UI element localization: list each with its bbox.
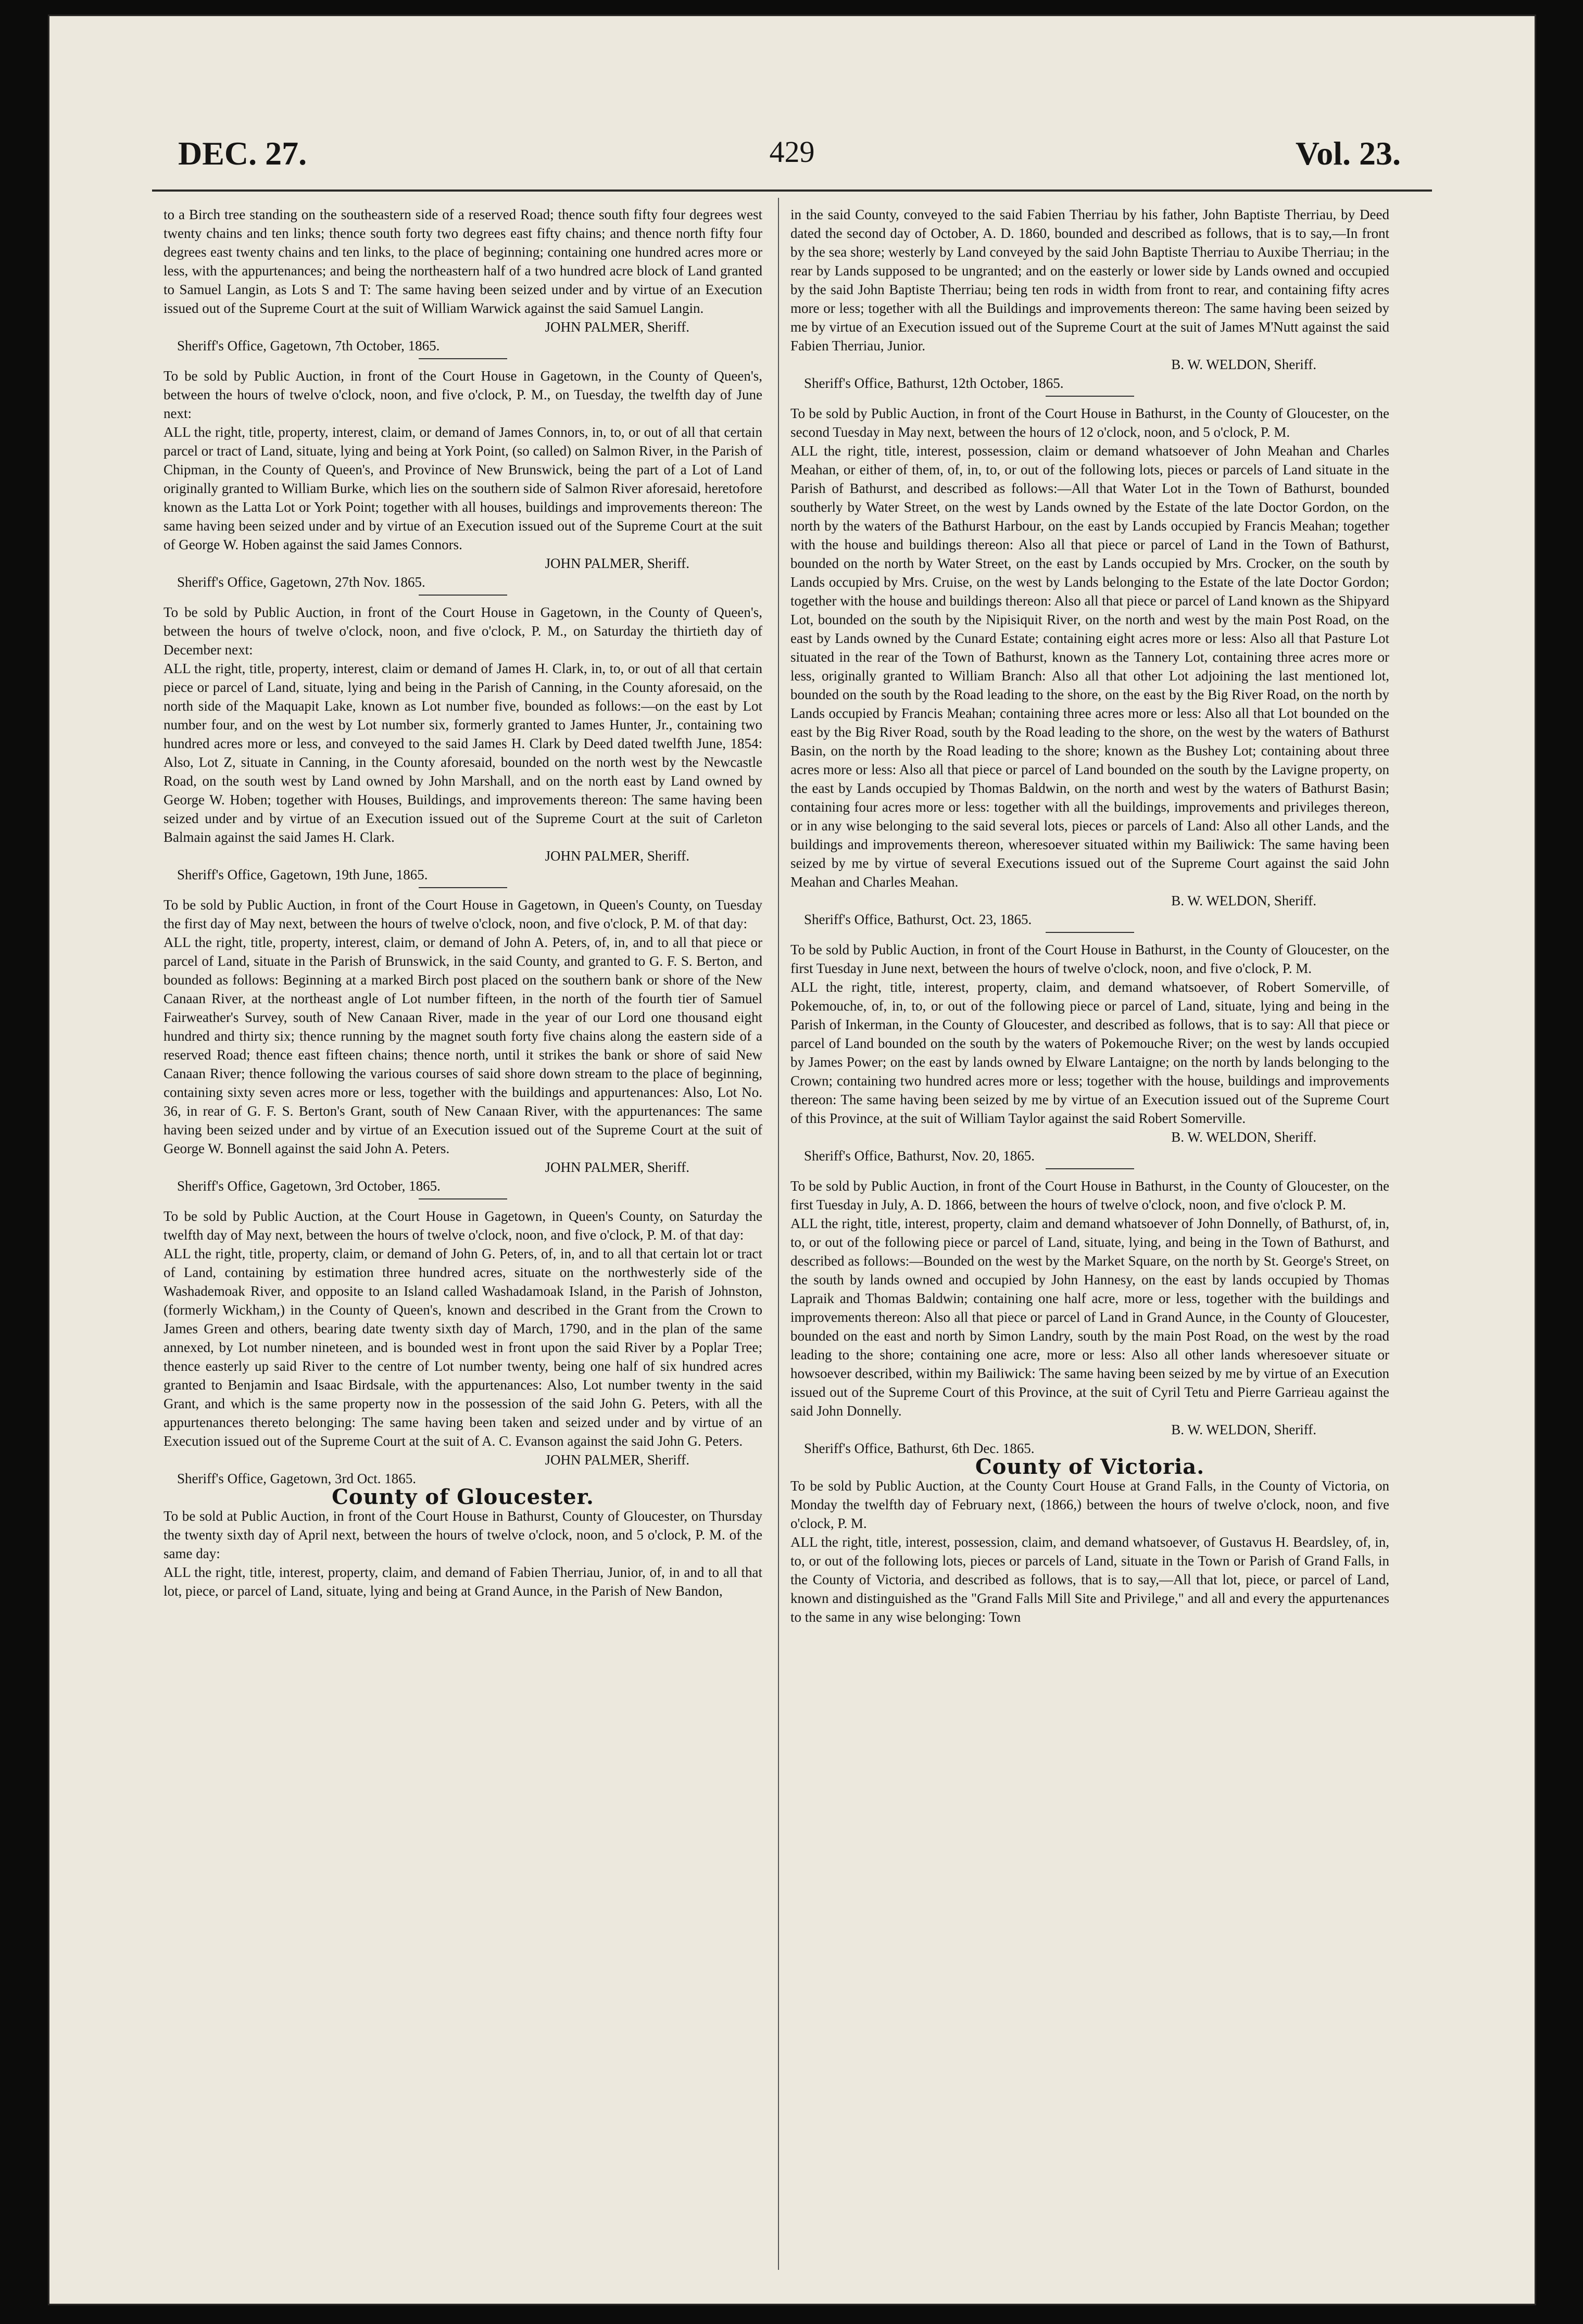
auction-notice-body: ALL the right, title, interest, possession, claim, and demand whatsoever, of Gustavus H. Beardsley, of, in, to, or out of the following lots, pieces or parcels of Land, situate in the Town or Parish of Grand Falls, in the County of Victoria, and described as follows, that is to say,—All that lot, piece, or parcel of Land, known and distinguished as the "Grand Falls Mill Site and Privilege," and all and every the appurtenances to the same in any wise belonging: Town: [790, 1534, 1389, 1625]
auction-notice-body: ALL the right, title, interest, possession, claim or demand whatsoever of John Meahan and Charles Meahan, or either of them, of, in, to, or out of the following lots, pieces or parcels of Land situate in the Parish of Bathurst, and described as follows:—All that Water Lot in the Town of Bathurst, bounded southerly by Water Street, on the west by Lands owned by the Estate of the late Doctor Gordon, on the north by the waters of the Bathurst Harbour, on the east by Lands occupied by Francis Meahan; together with the house and buildings thereon: Also all that piece or parcel of Land in the Town of Bathurst, bounded on the north by Water Street, on the east by Lands occupied by Mrs. Crocker, on the south by Lands occupied by Mrs. Cruise, on the west by Lands belonging to the Estate of the late Doctor Gordon; together with the house and buildings thereon: Also all that piece or parcel of Land known as the Shipyard Lot, bounded on the south by the Nipisiquit River, on the north and west by the main Post Road, on the east by Lands owned by the Cunard Estate; containing eight acres more or less: Also all that Pasture Lot situated in the rear of the Town of Bathurst, known as the Tannery Lot, containing three acres more or less, originally granted to William Branch: Also all that other Lot adjoining the last mentioned lot, bounded on the south by the Road leading to the shore, on the east by the Big River Road, on the north by Lands occupied by Francis Meahan; containing three acres more or less: Also all that Lot bounded on the east by the Big River Road, south by the Road leading to the shore, on the west by the waters of Bathurst Basin, on the north by the Road leading to the shore; known as the Bushey Lot; containing about three acres more or less: Also all that piece or parcel of Land bounded on the south by the Lavigne property, on the east by Lands occupied by Thomas Baldwin, on the north and west by the waters of Bathurst Basin; containing four acres more or less: together with all the buildings, improvements and privileges thereon, or in any wise belonging to the said several lots, pieces or parcels of Land: Also all other Lands, and the buildings and improvements thereon, wheresoever situated within my Bailiwick: The same having been seized by me by virtue of several Executions issued out of the Supreme Court against the said John Meahan and Charles Meahan.: [790, 443, 1389, 890]
auction-notice-heading: To be sold by Public Auction, in front of the Court House in Gagetown, in the County of Queen's, between the hours of twelve o'clock, noon, and five o'clock, P. M., on Tuesday, the twelfth day of June next:: [164, 368, 762, 421]
auction-notice-body: ALL the right, title, interest, property, claim, and demand of Fabien Therriau, Junior, of, in and to all that lot, piece, or parcel of Land, situate, lying and being at Grand Aunce, in the Parish of New Bandon,: [164, 1564, 762, 1599]
issue-date: DEC. 27.: [178, 135, 307, 172]
notice-separator: [419, 1198, 507, 1199]
page-header: [48, 134, 1536, 181]
county-heading: County of Victoria.: [975, 1455, 1205, 1479]
sheriff-signature: JOHN PALMER, Sheriff.: [545, 319, 689, 335]
county-heading: County of Gloucester.: [332, 1485, 594, 1509]
auction-notice-heading: To be sold by Public Auction, at the County Court House at Grand Falls, in the County of Victoria, on Monday the twelfth day of February next, (1866,) between the hours of twelve o'clock, noon, and five o'clock, P. M.: [790, 1478, 1389, 1531]
sheriff-office-dateline: Sheriff's Office, Bathurst, 12th October, 1865.: [804, 375, 1064, 391]
sheriff-signature: JOHN PALMER, Sheriff.: [545, 1452, 689, 1468]
notice-separator: [1046, 1168, 1134, 1169]
volume-number: Vol. 23.: [1295, 135, 1401, 172]
notice-separator: [419, 358, 507, 359]
auction-notice-heading: To be sold by Public Auction, in front of the Court House in Gagetown, in the County of Queen's, between the hours of twelve o'clock, noon, and five o'clock, P. M., on Saturday the thirtieth day of December next:: [164, 604, 762, 658]
sheriff-office-dateline: Sheriff's Office, Bathurst, Nov. 20, 1865.: [804, 1148, 1035, 1164]
sheriff-signature: B. W. WELDON, Sheriff.: [1171, 1129, 1316, 1145]
auction-notice-heading: To be sold by Public Auction, in front of the Court House in Gagetown, in Queen's County, on Tuesday the first day of May next, between the hours of twelve o'clock, noon, and five o'clock, P. M. of that day:: [164, 897, 762, 931]
sheriff-office-dateline: Sheriff's Office, Gagetown, 19th June, 1865.: [177, 867, 428, 882]
notice-separator: [419, 887, 507, 888]
notice-separator: [1046, 932, 1134, 933]
page-number: 429: [769, 135, 815, 169]
notice-separator: [419, 595, 507, 596]
sheriff-signature: JOHN PALMER, Sheriff.: [545, 1159, 689, 1175]
newspaper-page: [48, 15, 1536, 2305]
sheriff-office-dateline: Sheriff's Office, Gagetown, 3rd October, 1865.: [177, 1178, 441, 1194]
sheriff-office-dateline: Sheriff's Office, Bathurst, 6th Dec. 1865.: [804, 1441, 1035, 1456]
sheriff-office-dateline: Sheriff's Office, Gagetown, 3rd Oct. 1865.: [177, 1471, 417, 1486]
auction-notice-body: in the said County, conveyed to the said Fabien Therriau by his father, John Baptiste Therriau, by Deed dated the second day of October, A. D. 1860, bounded and described as follows, that is to say,—In front by the sea shore; westerly by Land conveyed by the said John Baptiste Therriau to Auxibe Therriau; in the rear by Lands supposed to be ungranted; and on the easterly or lower side by Lands owned and occupied by the said John Baptiste Therriau; being ten rods in width from front to rear, and containing fifty acres more or less; together with all the Buildings and improvements thereon: The same having been seized by me by virtue of an Execution issued out of the Supreme Court at the suit of James M'Nutt against the said Fabien Therriau, Junior.: [790, 207, 1389, 353]
notice-separator: [1046, 396, 1134, 397]
column-divider: [778, 198, 779, 2270]
auction-notice-heading: To be sold by Public Auction, in front of the Court House in Bathurst, in the County of Gloucester, on the first Tuesday in July, A. D. 1866, between the hours of twelve o'clock, noon, and five o'clock P. M.: [790, 1178, 1389, 1212]
sheriff-signature: JOHN PALMER, Sheriff.: [545, 555, 689, 571]
sheriff-signature: JOHN PALMER, Sheriff.: [545, 848, 689, 864]
auction-notice-body: ALL the right, title, property, interest, claim, or demand of James Connors, in, to, or out of all that certain parcel or tract of Land, situate, lying and being at York Point, (so called) on Salmon River, in the Parish of Chipman, in the County of Queen's, and Province of New Brunswick, being the part of a Lot of Land originally granted to William Burke, which lies on the southern side of Salmon River aforesaid, heretofore known as the Latta Lot or York Point; together with all houses, buildings and improvements thereon: The same having been seized under and by virtue of an Execution issued out of the Supreme Court at the suit of George W. Hoben against the said James Connors.: [164, 424, 762, 552]
sheriff-office-dateline: Sheriff's Office, Bathurst, Oct. 23, 1865.: [804, 912, 1032, 927]
left-column: [164, 205, 762, 1600]
sheriff-office-dateline: Sheriff's Office, Gagetown, 7th October, 1865.: [177, 338, 440, 353]
auction-notice-body: ALL the right, title, interest, property, claim and demand whatsoever of John Donnelly, of Bathurst, of, in, to, or out of the following piece or parcel of Land, situate, lying, and being in the Town of Bathurst, and described as follows:—Bounded on the west by the Market Square, on the north by St. George's Street, on the south by lands owned and occupied by John Hannesy, on the east by lands occupied by Thomas Lapraik and Thomas Baldwin; containing one half acre, more or less, together with the buildings and improvements thereon: Also all that piece or parcel of Land in Grand Aunce, in the County of Gloucester, bounded on the east and north by Simon Landry, south by the main Post Road, on the west by the road leading to the shore; containing one acre, more or less: Also all other lands wheresoever situate or howsoever described, within my Bailiwick: The same having been seized by me by virtue of an Execution issued out of the Supreme Court of this Province, at the suit of Cyril Tetu and Pierre Garrieau against the said John Donnelly.: [790, 1216, 1389, 1419]
auction-notice-heading: To be sold by Public Auction, in front of the Court House in Bathurst, in the County of Gloucester, on the first Tuesday in June next, between the hours of twelve o'clock, noon, and five o'clock, P. M.: [790, 942, 1389, 976]
auction-notice-body: ALL the right, title, property, interest, claim, or demand of John A. Peters, of, in, and to all that piece or parcel of Land, situate in the Parish of Brunswick, in the said County, and granted to G. F. S. Berton, and bounded as follows: Beginning at a marked Birch post placed on the southern bank or shore of the New Canaan River, at the northeast angle of Lot number fifteen, in the north of the fourth tier of Samuel Fairweather's Survey, south of New Canaan River, made in the year of our Lord one thousand eight hundred and thirty six; thence running by the magnet south forty five chains along the eastern side of a reserved Road; thence east fifteen chains; thence north, until it strikes the bank or shore of said New Canaan River; thence following the various courses of said shore down stream to the place of beginning, containing sixty seven acres more or less, together with the buildings and appurtenances: Also, Lot No. 36, in rear of G. F. S. Berton's Grant, south of New Canaan River, with the appurtenances: The same having been seized under and by virtue of an Execution issued out of the Supreme Court at the suit of George W. Bonnell against the said John A. Peters.: [164, 934, 762, 1156]
sheriff-signature: B. W. WELDON, Sheriff.: [1171, 357, 1316, 372]
sheriff-signature: B. W. WELDON, Sheriff.: [1171, 1422, 1316, 1437]
sheriff-signature: B. W. WELDON, Sheriff.: [1171, 893, 1316, 908]
auction-notice-heading: To be sold at Public Auction, in front of the Court House in Bathurst, County of Gloucester, on Thursday the twenty sixth day of April next, between the hours of twelve o'clock, noon, and 5 o'clock, P. M. of the same day:: [164, 1508, 762, 1561]
auction-notice-heading: To be sold by Public Auction, at the Court House in Gagetown, in Queen's County, on Saturday the twelfth day of May next, between the hours of twelve o'clock, noon, and five o'clock, P. M. of that day:: [164, 1208, 762, 1243]
auction-notice-heading: To be sold by Public Auction, in front of the Court House in Bathurst, in the County of Gloucester, on the second Tuesday in May next, between the hours of 12 o'clock, noon, and 5 o'clock, P. M.: [790, 406, 1389, 440]
header-rule: [152, 190, 1432, 192]
right-column: [790, 205, 1389, 1626]
sheriff-office-dateline: Sheriff's Office, Gagetown, 27th Nov. 1865.: [177, 574, 425, 590]
auction-notice-body: ALL the right, title, interest, property, claim, and demand whatsoever, of Robert Somerville, of Pokemouche, of, in, to, or out of the following piece or parcel of Land, situate, lying and being in the Parish of Inkerman, in the County of Gloucester, and described as follows, that is to say: All that piece or parcel of Land bounded on the south by the waters of Pokemouche River; on the west by lands occupied by James Power; on the east by lands owned by Elware Lantaigne; on the north by lands belonging to the Crown; containing two hundred acres more or less; together with the house, buildings and improvements thereon: The same having been seized by me by virtue of an Execution issued out of the Supreme Court of this Province, at the suit of William Taylor against the said Robert Somerville.: [790, 979, 1389, 1126]
auction-notice-body: to a Birch tree standing on the southeastern side of a reserved Road; thence south fifty four degrees west twenty chains and ten links; thence south forty two degrees east fifty chains; and thence north fifty four degrees east twenty chains and ten links, to the place of beginning; containing one hundred acres more or less, with the appurtenances; and being the northeastern half of a two hundred acre block of Land granted to Samuel Langin, as Lots S and T: The same having been seized under and by virtue of an Execution issued out of the Supreme Court at the suit of William Warwick against the said Samuel Langin.: [164, 207, 762, 316]
auction-notice-body: ALL the right, title, property, interest, claim or demand of James H. Clark, in, to, or out of all that certain piece or parcel of Land, situate, lying and being in the Parish of Canning, in the County aforesaid, on the north side of the Maquapit Lake, known as Lot number five, bounded as follows:—on the east by Lot number four, and on the west by Lot number six, formerly granted to James Hunter, Jr., containing two hundred acres more or less, and conveyed to the said James H. Clark by Deed dated twelfth June, 1854: Also, Lot Z, situate in Canning, in the County aforesaid, bounded on the north west by the Newcastle Road, on the south west by Land owned by John Marshall, and on the north east by Land owned by George W. Hoben; together with Houses, Buildings, and improvements thereon: The same having been seized under and by virtue of an Execution issued out of the Supreme Court at the suit of Carleton Balmain against the said James H. Clark.: [164, 661, 762, 845]
auction-notice-body: ALL the right, title, property, claim, or demand of John G. Peters, of, in, and to all that certain lot or tract of Land, containing by estimation three hundred acres, situate on the northwesterly side of the Washademoak River, and opposite to an Island called Washadamoak Island, in the Parish of Johnston, (formerly Wickham,) in the County of Queen's, known and described in the Grant from the Crown to James Green and others, bearing date twenty sixth day of March, 1790, and in the plan of the same annexed, by Lot number nineteen, and is bounded west in front upon the said River by a Poplar Tree; thence easterly up said River to the centre of Lot number twenty, being one half of six hundred acres granted to Benjamin and Isaac Birdsale, with the appurtenances: Also, Lot number twenty in the said Grant, and which is the same property now in the possession of the said John G. Peters, with all the appurtenances thereto belonging: The same having been taken and seized under and by virtue of an Execution issued out of the Supreme Court at the suit of A. C. Evanson against the said John G. Peters.: [164, 1246, 762, 1449]
